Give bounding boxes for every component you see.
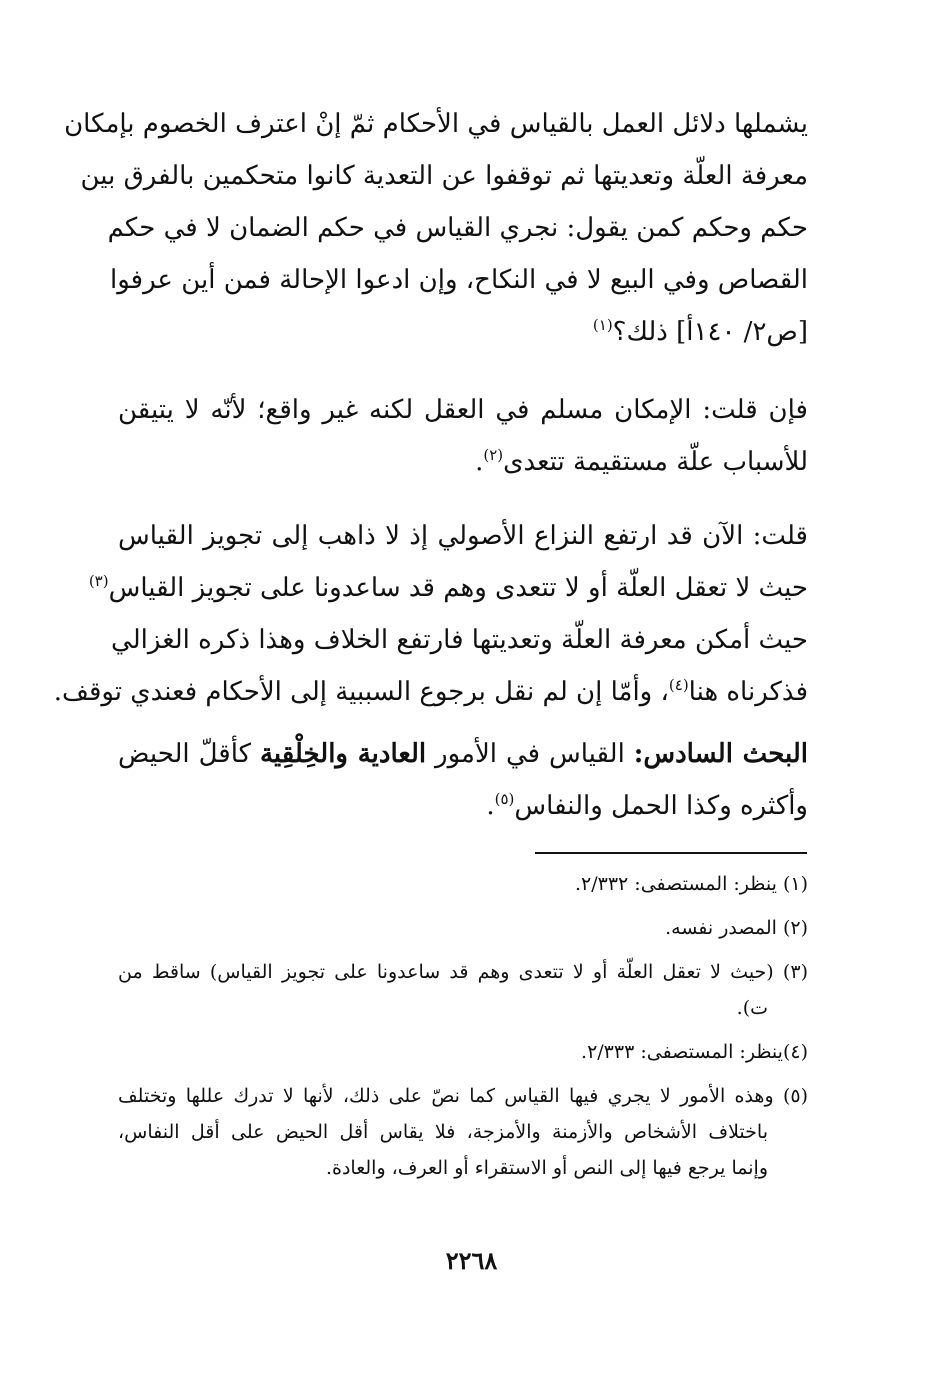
text-line (53, 666, 808, 718)
text-segment: فذكرناه هنا (688, 677, 808, 707)
footnote-ref-2: (٢) (483, 446, 504, 464)
footnote-text: وهذه الأمور لا يجري فيها القياس كما نصّ على ذلك، لأنها لا تدرك عللها وتختلف (118, 1085, 774, 1107)
text-line (88, 562, 808, 614)
footnote-line (118, 1078, 808, 1114)
text-segment: للأسباب علّة مستقيمة تتعدى (503, 447, 808, 477)
text-line: حكم وحكم كمن يقول: نجري القياس في حكم الضمان لا في حكم (107, 213, 808, 243)
paragraph-4 (118, 728, 808, 832)
text-line: القصاص وفي البيع لا في النكاح، وإن ادعوا الإحالة فمن أين عرفوا (109, 265, 808, 295)
text-line: معرفة العلّة وتعديتها ثم توقفوا عن التعدية كانوا متحكمين بالفرق بين (80, 161, 808, 191)
footnote-1 (118, 866, 808, 902)
text-segment: كأقلّ الحيض (118, 739, 260, 769)
footnote-number: (١) (782, 873, 808, 895)
footnote-ref-5: (٥) (494, 790, 515, 808)
page-number: ٢٢٦٨ (445, 1246, 498, 1275)
text-segment: ، وأمّا إن لم نقل برجوع السببية إلى الأحكام فعندي توقف. (53, 677, 669, 707)
footnote-line (118, 954, 808, 990)
footnote-5 (118, 1078, 808, 1186)
text-line (118, 728, 808, 780)
text-line (118, 436, 808, 488)
paragraph-2 (118, 384, 808, 488)
paragraph-3 (53, 510, 808, 718)
text-line: قلت: الآن قد ارتفع النزاع الأصولي إذ لا ذاهب إلى تجويز القياس (118, 521, 808, 551)
text-line (118, 306, 808, 358)
footnote-text: المصدر نفسه. (665, 917, 777, 939)
footnote-line: ت). (736, 997, 768, 1019)
footnote-text: ينظر: المستصفى: ٢/٣٣٢. (574, 873, 777, 895)
footnote-number: (٣) (782, 961, 808, 983)
text-line: فإن قلت: الإمكان مسلم في العقل لكنه غير واقع؛ لأنّه لا يتيقن (118, 395, 808, 425)
footnote-line (118, 910, 808, 946)
footnote-ref-1: (١) (592, 316, 613, 334)
text-line: حيث أمكن معرفة العلّة وتعديتها فارتفع الخلاف وهذا ذكره الغزالي (111, 625, 808, 655)
text-line: يشملها دلائل العمل بالقياس في الأحكام ثمّ إنْ اعترف الخصوم بإمكان (64, 109, 808, 139)
section-heading: البحث السادس: (633, 739, 808, 769)
text-segment: القياس في الأمور (426, 739, 634, 769)
footnote-number: (٤) (782, 1041, 808, 1063)
footnote-separator (535, 852, 807, 854)
period: . (486, 791, 495, 821)
footnote-number: (٥) (782, 1085, 808, 1107)
footnote-2 (118, 910, 808, 946)
text-segment: وأكثره وكذا الحمل والنفاس (514, 791, 808, 821)
footnote-line (118, 1034, 808, 1070)
period: . (475, 447, 484, 477)
footnote-number: (٢) (782, 917, 808, 939)
footnote-text: ينظر: المستصفى: ٢/٣٣٣. (581, 1041, 783, 1063)
footnote-line (118, 866, 808, 902)
text-segment: حيث لا تعقل العلّة أو لا تتعدى وهم قد ساعدونا على تجويز القياس (108, 573, 808, 603)
footnote-line: وإنما يرجع فيها إلى النص أو الاستقراء أو العرف، والعادة. (325, 1157, 768, 1179)
footnote-4 (118, 1034, 808, 1070)
footnote-3 (118, 954, 808, 1026)
text-line (118, 780, 808, 832)
footnote-line: باختلاف الأشخاص والأزمنة والأمزجة، فلا يقاس أقل الحيض على أقل النفاس، (118, 1121, 768, 1143)
footnote-ref-4: (٤) (668, 676, 689, 694)
paragraph-1 (64, 98, 808, 358)
bold-terms: العادية والخِلْقِية (259, 739, 427, 769)
footnote-text: (حيث لا تعقل العلّة أو لا تتعدى وهم قد ساعدونا على تجويز القياس) ساقط من (118, 961, 774, 983)
footnote-ref-3: (٣) (88, 572, 109, 590)
footnotes (118, 866, 808, 1194)
text-segment: [ص٢/ ١٤٠أ] ذلك؟ (612, 317, 808, 347)
